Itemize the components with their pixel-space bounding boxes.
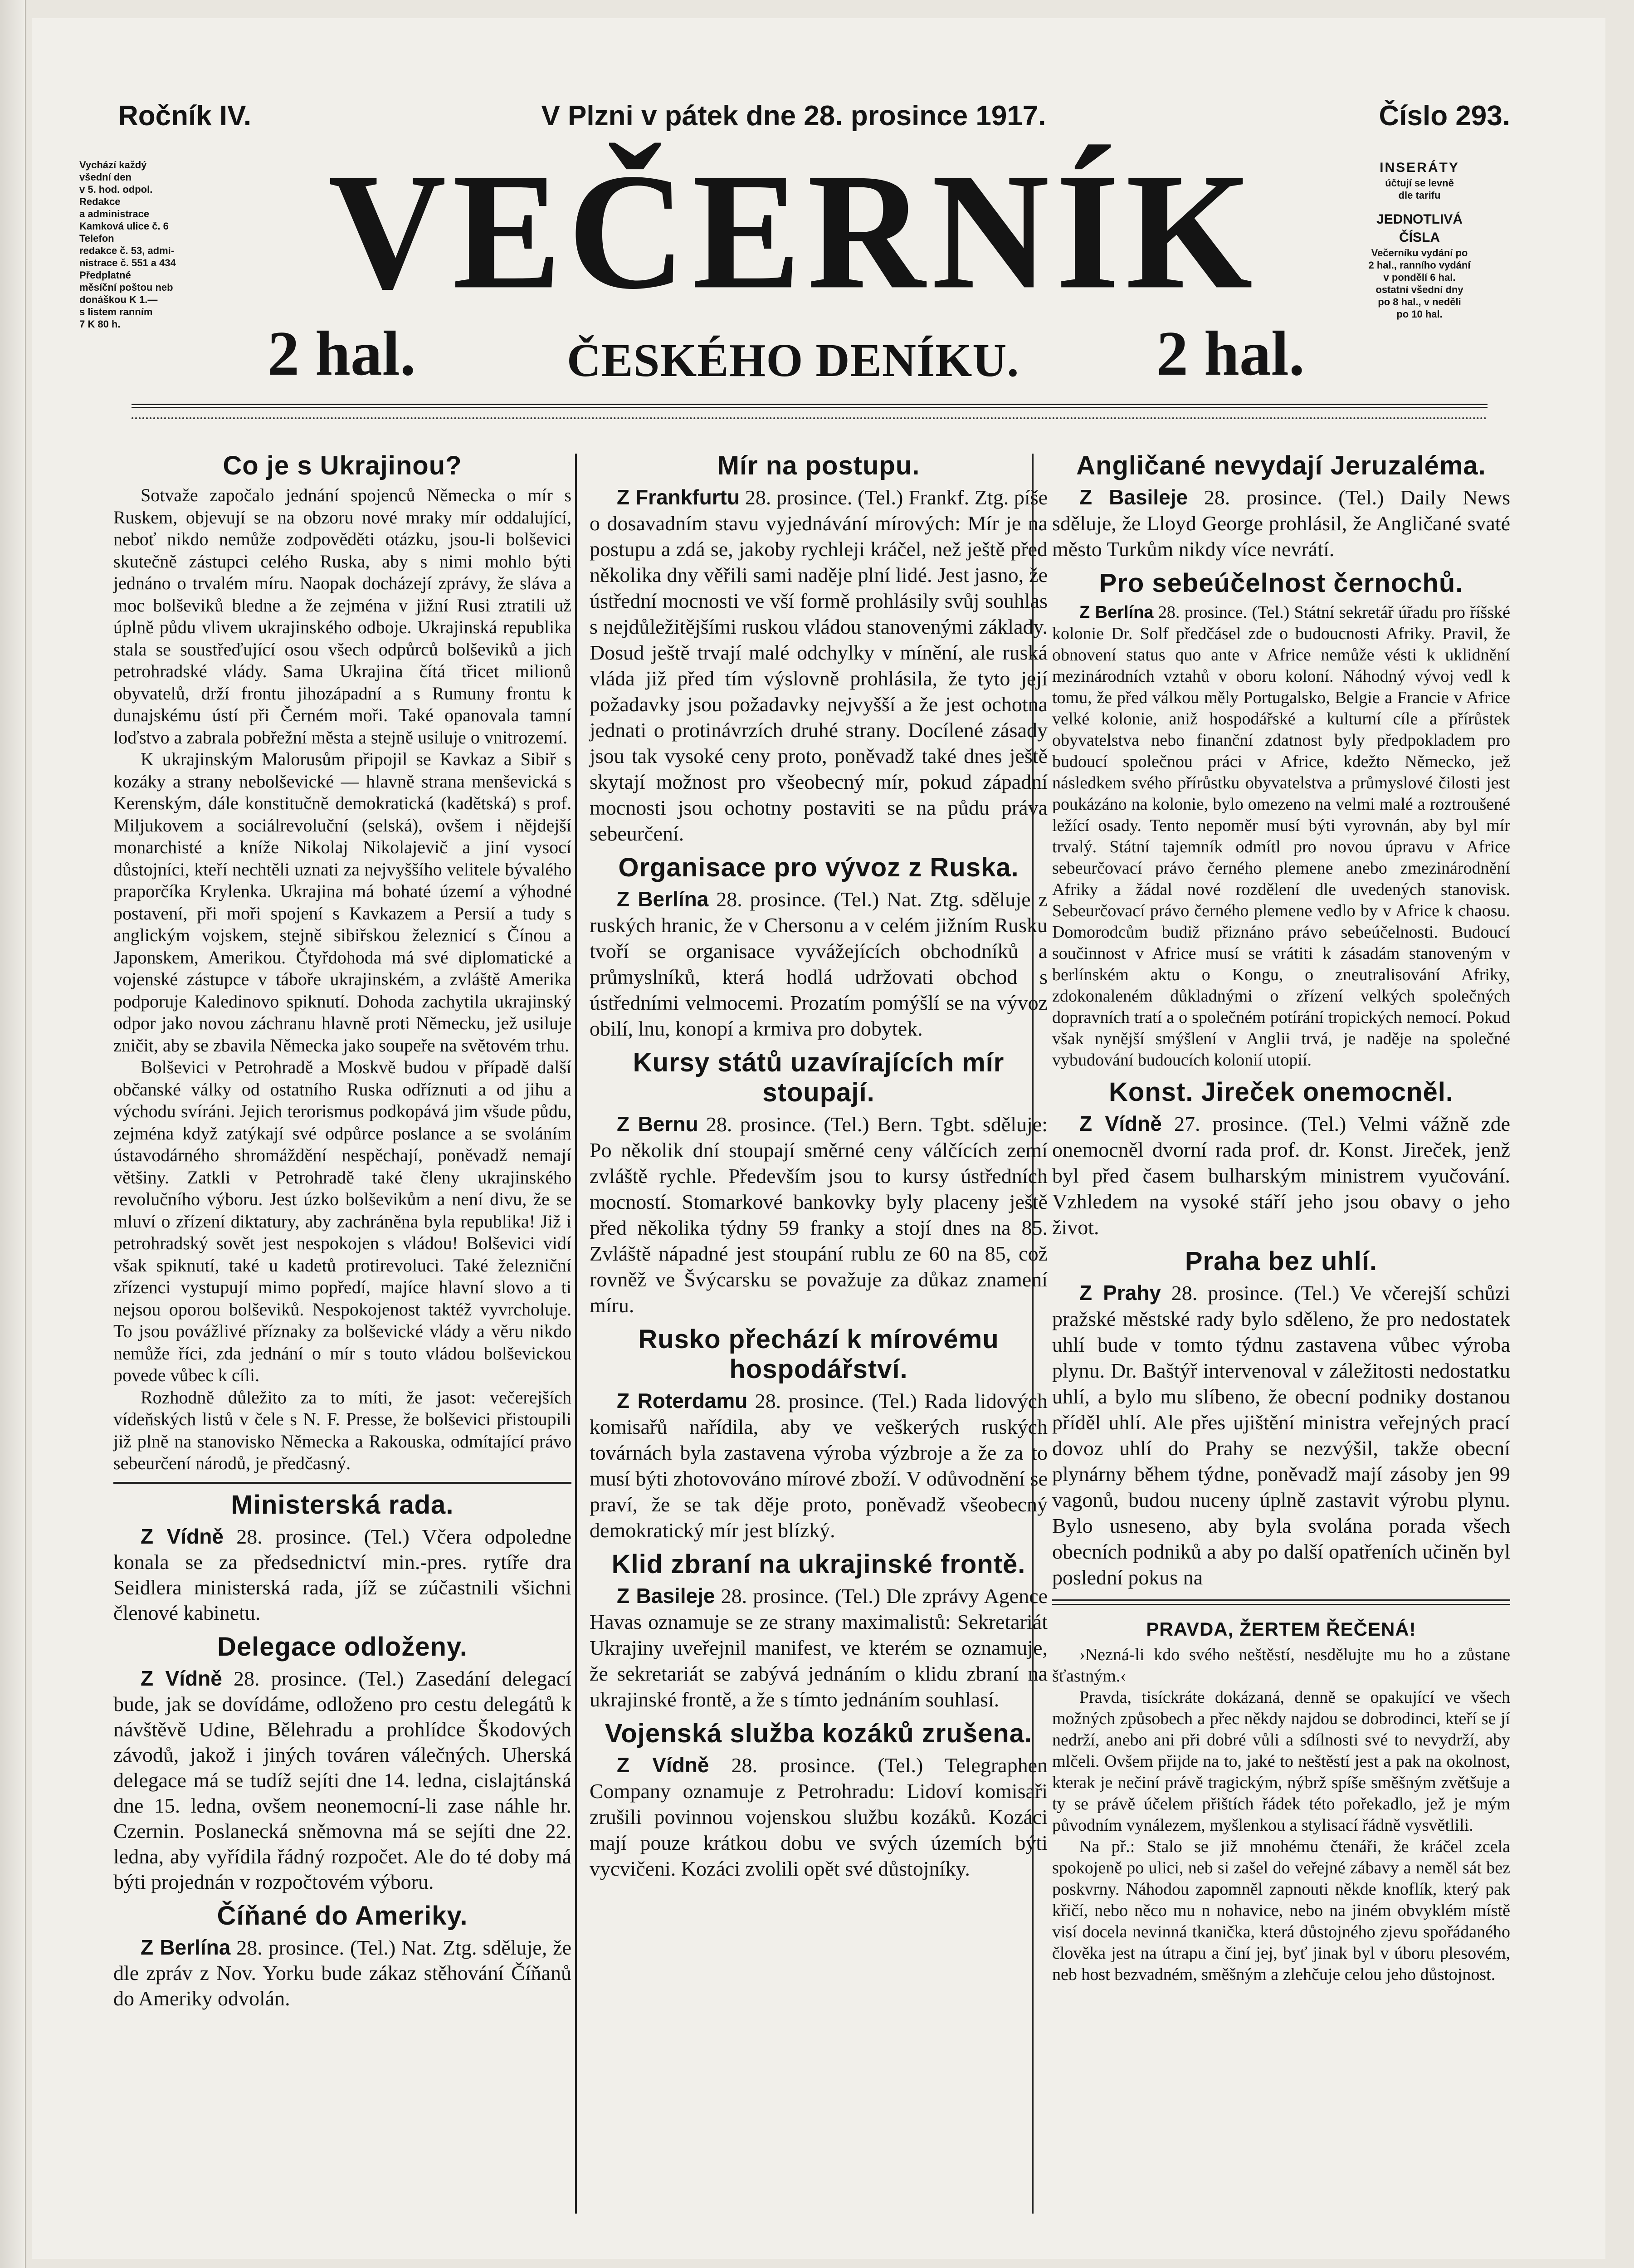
price-right: 2 hal.: [1156, 318, 1305, 389]
article-text: 28. prosince. (Tel.) Včera odpoledne konala se za předsednictví min.-pres. rytíře dra Seidlera ministerská rada, jíž se zúčastnili všichni členové kabinetu.: [113, 1525, 572, 1624]
column-3: [1052, 445, 1510, 1985]
masthead-info-line: Vychází každý: [79, 159, 147, 171]
article-text: 28. prosince. (Tel.) Nat. Ztg. sděluje z ruských hranic, že v Chersonu a v celém jižním Rusku tvoří se organisace vyvážejících obchodníků a průmyslníků, která hodlá udržovati obchod s ústředními velmocemi. Prozatím pomýšlí se na vývoz obilí, lnu, konopí a krmiva pro dobytek.: [590, 888, 1048, 1040]
inserty-line: po 8 hal., v neděli: [1378, 296, 1461, 308]
price-left: 2 hal.: [268, 318, 416, 389]
article-title: Mír na postupu.: [717, 451, 920, 480]
article-title: Angličané nevydají Jeruzaléma.: [1076, 451, 1486, 480]
dateline-place: Z Bernu: [617, 1112, 698, 1136]
article-paragraph: K ukrajinským Malorusům připojil se Kavkaz a Sibiř s kozáky a strany nebolševické — hlavně strana menševická s Kerenským, dále konstitučně demokratická (kadětská) s prof. Miljukovem a sociálrevoluční (selská), ovšem i nějdejší monarchisté a kníže Nikolaj Nikolajevič a jiní vysocí důstojníci, kteří nechtěli uznati za nejvyššího velitele bývalého praporčíka Krylenka. Ukrajina má bohaté území a výhodné postavení, při moři spojení s Kavkazem a Persií a tudy s anglickým vojskem, stejně sibiřskou železnicí s Čínou a Japonskem, Amerikou. Čtyřdohoda má své diplomatické a vojenské zástupce v táboře ukrajinském, a zvláště Amerika podporuje Kaledinovo spiknutí. Dohoda zachytila ukrajinský odpor jako novou záchranu hlavně proti Německu, jež usiluje zničit, aby se zbavila Německa jako soupeře na světovém trhu.: [113, 749, 571, 1056]
feuilleton-title: PRAVDA, ŽERTEM ŘEČENÁ!: [1146, 1618, 1416, 1640]
article-paragraph: Sotvaže započalo jednání spojenců Německa o mír s Ruskem, objevují se na obzoru nové mraky mír oddalující, neboť nikdo nemůže zodpověděti otázku, jsou-li bolševici skutečně zástupci celého Ruska, aby s nimi mohlo býti jednáno o trvalém míru. Naopak docházejí zprávy, že sláva a moc bolševiků bledne a že zejména v jižní Rusi ztratili už úplně půdu vlivem ukrajinského odboje. Ukrajinská republika stala se soustřeďující osou všech odpůrců bolševiků a jich petrohradské vlády. Sama Ukrajina čítá třicet milionů obyvatelů, drží frontu jihozápadní a s Rumuny frontu k dunajskému ústí při Černém moři. Také opanovala tamní loďstvo a zabrala pobřežní města a stejně usiluje o vnitrozemí.: [113, 485, 571, 748]
inserty-heading: INSERÁTY: [1380, 160, 1459, 175]
masthead-info-line: a administrace: [79, 208, 150, 220]
article-paragraph: Pravda, tisíckráte dokázaná, denně se opakující ve všech možných způsobech a přec někdy najdou se dobrodinci, kteří se jí nedrží, anebo ani při dobré vůli a sdílnosti své to nevydrží, aby mlčeli. Ovšem přijde na to, jaké to neštěstí jest a pak na okolnost, kterak je nečiní právě tragickým, nýbrž spíše směšným zvětšuje a ty se právě účelem přištích řádek této pořekadlo, jež je mým původním vynálezem, myšlenkou a stylisací řádně vysvětlili.: [1052, 1688, 1510, 1835]
article-text: 28. prosince. (Tel.) Nat. Ztg. sděluje, že dle zpráv z Nov. Yorku bude zákaz stěhování Číňanů do Ameriky odvolán.: [113, 1936, 572, 2010]
article-title: Pro sebeúčelnost černochů.: [1099, 568, 1463, 598]
inserty-line: JEDNOTLIVÁ: [1376, 212, 1463, 227]
article-paragraph: [590, 1583, 1048, 1712]
article-title: Vojenská služba kozáků zrušena.: [605, 1719, 1033, 1748]
dateline-place: Z Basileje: [1079, 485, 1188, 509]
masthead-info-line: Předplatné: [79, 269, 131, 281]
dateline-place: Z Roterdamu: [617, 1389, 748, 1413]
masthead-info-line: donáškou K 1.—: [79, 294, 158, 305]
article-title: Rusko přechází k mírovému hospodářství.: [638, 1325, 999, 1384]
article-paragraph: [1052, 1280, 1510, 1590]
article-title: Co je s Ukrajinou?: [223, 451, 462, 480]
article-paragraph: [113, 1524, 571, 1626]
article-paragraph: [590, 1752, 1048, 1882]
article-title: Delegace odloženy.: [217, 1632, 468, 1662]
dateline: V Plzni v pátek dne 28. prosince 1917.: [541, 100, 1046, 132]
article-text: 28. prosince. (Tel.) Bern. Tgbt. sděluje: Po několik dní stoupají směrné ceny válčících zemí zvláště rychle. Především jsou to kursy ústředních mocností. Stomarkové bankovky byly placeny ještě před několika týdny 59 franky a stojí dnes na 85. Zvláště nápadné jest stoupání rublu ze 60 na 85, což rovněž ve Švýcarsku se považuje za důkaz znamení míru.: [590, 1113, 1048, 1317]
masthead-rule: [132, 404, 1488, 408]
article-paragraph: [113, 1935, 571, 2011]
feuilleton-rule: [1052, 1599, 1510, 1605]
feuilleton: [1052, 1618, 1510, 1985]
article-paragraph: [1052, 602, 1510, 1071]
article-paragraph: Na př.: Stalo se již mnohému čtenáři, že kráčel zcela spokojeně po ulici, neb si zašel do veřejné zábavy a neměl sát bez poskvrny. Náhodou zapomněl zapnouti někde knoflík, který pak křičí, nebo něco mu n nohavice, nebo na jiném obvyklém místě visí docela nevinná tkanička, která důstojného zjevu spořádaného člověka jest na útrapu a činí jej, byť jinak byl v úboru plesovém, neb host bezvadném, směšným a zlehčuje celou jeho důstojnost.: [1052, 1837, 1510, 1984]
article-paragraph: Bolševici v Petrohradě a Moskvě budou v případě další občanské války od ostatního Ruska odříznuti a od jihu a východu svíráni. Jejich terorismus podkopává jim všude půdu, zejména když zatýkají své odpůrce poslance a se svoláním ústavodárného shromáždění nespěchají, poněvadž nemají většiny. Zatkli v Petrohradě také členy ukrajinského revolučního výboru. Jest úzko bolševikům a není divu, že se mluví o zřízení diktatury, aby zachráněna byla republika! Již i petrohradský sovět jest nespokojen s vládou! Bolševici vidí však spiknutí, také u kadetů protirevoluci. Také železniční zřízenci vystupují mimo popředí, majíce hlavní slovo a ti nejsou oporou bolševiků. Nespokojenost taktéž vyvrcholuje. To jsou povážlivé příznaky za bolševické vlády a věru nikdo nemůže říci, zda jednání o mír s touto vládou bolševickou povede vůbec k cíli.: [113, 1057, 571, 1385]
article-paragraph: [113, 1666, 571, 1895]
inserty-line: účtují se levně: [1385, 177, 1454, 189]
masthead-dotted-rule: [132, 417, 1488, 419]
article-text: 28. prosince. (Tel.) Rada lidových komisařů nařídila, aby ve veškerých ruských továrnách byla zastavena výroba výzbroje a že za to musí býti zhotovováno mírové zboží. V odůvodnění se praví, že se tak děje proto, poněvadž všeobecný demokratický mír jest blízký.: [590, 1389, 1048, 1542]
masthead-info-line: 7 K 80 h.: [79, 318, 121, 330]
article-paragraph: [1052, 484, 1510, 562]
inserty-line: Večerníku vydání po: [1371, 247, 1468, 259]
article-title: Praha bez uhlí.: [1185, 1246, 1378, 1276]
article-text: 28. prosince. (Tel.) Dle zprávy Agence Havas oznamuje se ze strany maximalistů: Sekretariát Ukrajiny uveřejnil manifest, ve kterém se oznamuje, že sekretariát se zabývá jednáním o klidu zbraní na ukrajinské frontě, a že s tímto jednáním souhlasí.: [590, 1584, 1048, 1711]
inserty-line: dle tarifu: [1398, 190, 1441, 201]
dateline-place: Z Prahy: [1079, 1281, 1161, 1305]
column-divider: [575, 454, 577, 2214]
article-title: Klid zbraní na ukrajinské frontě.: [611, 1549, 1026, 1579]
dateline-place: Z Vídně: [141, 1666, 222, 1690]
masthead-left-info: [79, 159, 252, 330]
article-paragraph: [590, 484, 1048, 846]
dateline-place: Z Vídně: [1079, 1112, 1162, 1135]
article-text: 28. prosince. (Tel.) Daily News sděluje, že Lloyd George prohlásil, že Angličané svaté město Turkům nikdy více nevrátí.: [1052, 486, 1511, 561]
masthead-info-line: Kamková ulice č. 6: [79, 220, 169, 232]
dateline-place: Z Basileje: [617, 1584, 715, 1608]
inserty-line: v pondělí 6 hal.: [1383, 272, 1456, 283]
masthead-info-line: nistrace č. 551 a 434: [79, 257, 176, 269]
page-edge: [0, 0, 26, 2268]
article-paragraph: [590, 886, 1048, 1041]
masthead-right-info: [1340, 159, 1499, 320]
masthead-info-line: Redakce: [79, 196, 121, 207]
article-text: 28. prosince. (Tel.) Zasedání delegací bude, jak se dovídáme, odloženo pro cestu delegátů k návštěvě Udine, Bělehradu a prohlídce Škodových závodů, jakož i jiných továren válečných. Uherská delegace má se tudíž sejíti dne 14. ledna, cislajtánská dne 15. ledna, ovšem neonemocní-li zase náhle hr. Czernin. Poslanecká sněmovna má se sejíti dne 22. ledna, aby vyřídila řádný rozpočet. Ale do té doby má býti projednán v rozpočtovém výboru.: [113, 1667, 571, 1893]
dateline-place: Z Berlína: [617, 887, 709, 911]
article-text: 28. prosince. (Tel.) Telegraphen Company oznamuje z Petrohradu: Lidoví komisaři zrušili povinnou vojenskou službu kozáků. Kozáci mají pouze krátkou dobu ve svých územích býti vycvičeni. Kozáci zvolili opět své důstojníky.: [590, 1754, 1048, 1880]
inserty-line: 2 hal., ranního vydání: [1368, 259, 1471, 271]
article-text: 27. prosince. (Tel.) Velmi vážně zde onemocněl dvorní rada prof. dr. Konst. Jireček, jenž byl před časem bulharským ministrem vyučování. Vzhledem na vysoké stáří jeho jsou obavy o jeho život.: [1052, 1112, 1511, 1239]
article-paragraph: [1052, 1111, 1510, 1240]
volume: Ročník IV.: [118, 100, 252, 132]
article-text: 28. prosince. (Tel.) Ve včerejší schůzi pražské městské rady bylo sděleno, že pro nedostatek uhlí bude v tomto týdnu zastavena vůbec výroba plynu. Dr. Baštýř intervenoval v záležitosti nedostatku uhlí, a bylo mu slíbeno, že obecní podniky dostanou příděl uhlí. Ale přes ujištění ministra veřejných prací dovoz uhlí do Prahy se nezvýšil, takže obecní plynárny během týdne, poněvadž mají zásoby jen 99 vagonů, budou nuceny úplně zastavit výrobu plynu. Bylo usneseno, aby byla svolána porada všech obecních podniků a aby po další opatřeních učiněn byl poslední pokus na: [1052, 1281, 1511, 1589]
article-divider: [113, 1482, 571, 1484]
article-text: 28. prosince. (Tel.) Státní sekretář úřadu pro říšské kolonie Dr. Solf předčásel zde o budoucnosti Afriky. Pravil, že obnovení status quo ante v Africe nemůže vésti k uklidnění mezinárodních vztahů v oboru koloní. Náhodný vývoj vedl k tomu, že před válkou měly Portugalsko, Belgie a Francie v Africe velké kolonie, aniž hospodářské a kulturní cíle a přírůstek obyvatelstva nebo finanční zdatnost byly předpokladem pro budoucí společnou práci v Africe, kdežto Německo, jež následkem svého přírůstku obyvatelstva a průmyslové čilosti jest poukázáno na kolonie, bylo omezeno na velmi malé a roztroušené ležící osady. Tento nepoměr musí býti vyrovnán, aby byl mír trvalý. Státní tajemník odmítl pro novou úpravu v Africe sebeurčovací právo černého plemene anebo zmezinárodnění Afriky a žádal nové rozdělení dle uvedených stanovisk. Sebeurčovací právo černého plemene vedlo by v Africe k chaosu. Domorodcům budiž přiznáno právo sebeúčelnosti. Budoucí součinnost v Africe musí se vrátiti k zásadám stanoveným v berlínském aktu o Kongu, o zneutralisování Afriky, zdokonaleném důkladnými o zřízení velkých společných dopravních tratí a o společném potírání tropických nemocí. Pokud však nynější smýšlení v Anglii trvá, je naděje na společné vybudování budoucích kolonií utopií.: [1052, 603, 1510, 1070]
article-paragraph: [590, 1388, 1048, 1543]
issue-number: Číslo 293.: [1379, 100, 1510, 132]
article-paragraph: [590, 1111, 1048, 1318]
article-title: Kursy států uzavírajících mír stoupají.: [633, 1048, 1005, 1107]
article-paragraph: ›Nezná-li kdo svého neštěstí, nesdělujte mu ho a zůstane šťastným.‹: [1052, 1645, 1510, 1686]
dateline-place: Z Vídně: [617, 1753, 709, 1777]
article-title: Konst. Jireček onemocněl.: [1109, 1077, 1454, 1107]
masthead-info-line: všední den: [79, 171, 132, 183]
inserty-line: ČÍSLA: [1399, 230, 1440, 245]
masthead-info-line: Telefon: [79, 233, 114, 244]
newspaper-subtitle: ČESKÉHO DENÍKU.: [567, 334, 1019, 386]
column-1: [113, 445, 571, 2011]
header-info-line: [77, 100, 1510, 141]
masthead-info-line: redakce č. 53, admi-: [79, 245, 175, 256]
inserty-line: po 10 hal.: [1396, 308, 1443, 320]
article-title: Číňané do Ameriky.: [217, 1901, 468, 1931]
masthead-info-line: měsíční poštou neb: [79, 282, 173, 293]
dateline-place: Z Berlína: [1079, 603, 1154, 622]
article-text: 28. prosince. (Tel.) Frankf. Ztg. píše o dosavadním stavu vyjednávání mírových: Mír je na postupu a zdá se, jakoby rychleji kráčel, než ještě před několika dny věřili sami naděje plní lidé. Jest jasno, že ústřední mocnosti ve vší formě prohlásily svůj souhlas s nejdůležitějšími ruskou vládou stanovenými základy. Dosud ještě trvají malé odchylky v mínění, ale ruská vláda již před tím výslovně prohlásila, že tyto její požadavky jsou požadavky nejvyšší a že jest ochotna jednati o protinávrzích druhé strany. Docílené zásady jsou tak vysoké ceny proto, poněvadž také dnes ještě skytají možnost pro všeobecný mír, pokud západní mocnosti jsou ochotny postaviti se na půdu práva sebeurčení.: [590, 486, 1048, 845]
dateline-place: Z Frankfurtu: [617, 485, 740, 509]
dateline-place: Z Berlína: [141, 1935, 231, 1959]
inserty-lines: [1340, 177, 1499, 320]
masthead-info-line: s listem ranním: [79, 306, 153, 318]
article-title: Organisace pro vývoz z Ruska.: [618, 853, 1019, 882]
column-2: [590, 445, 1048, 1882]
newspaper-title: VEČERNÍK: [328, 139, 1259, 323]
masthead-info-line: v 5. hod. odpol.: [79, 184, 153, 195]
article-title: Ministerská rada.: [231, 1490, 454, 1520]
dateline-place: Z Vídně: [141, 1524, 224, 1548]
article-paragraph: Rozhodně důležito za to míti, že jasot: večerejších vídeňských listů v čele s N. F. Presse, že bolševici přistoupili již plně na stanovisko Německa a Rakouska, odmítající právo sebeurčení národů, je předčasný.: [113, 1387, 571, 1473]
inserty-line: ostatní všední dny: [1375, 284, 1463, 295]
